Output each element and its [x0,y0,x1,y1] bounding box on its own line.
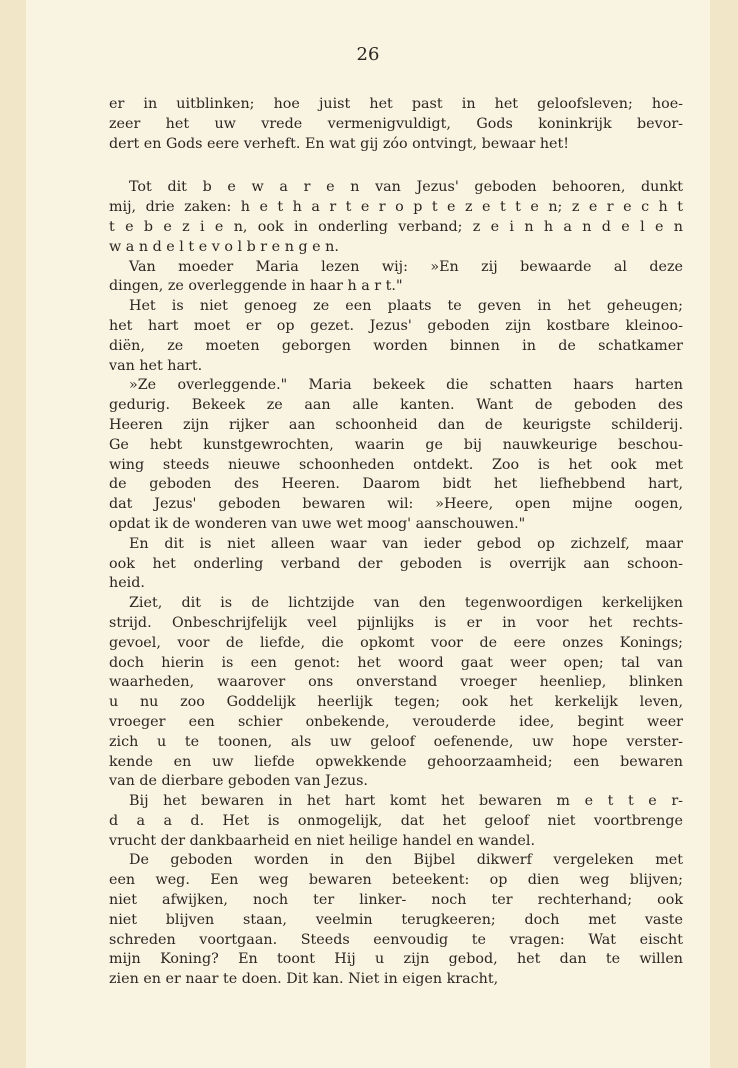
book-page [26,0,710,1068]
text-line: De geboden worden in den Bijbel dikwerf vergeleken met [129,852,683,869]
text-line: van de dierbare geboden van Jezus. [109,773,368,790]
text-line: gedurig. Bekeek ze aan alle kanten. Want de geboden des [109,397,683,414]
text-line: kende en uw liefde opwekkende gehoorzaamheid; een bewaren [109,753,683,770]
text-line: doch hierin is een genot: het woord gaat weer open; tal van [109,654,683,671]
text-line: niet afwijken, noch ter linker- noch ter rechterhand; ook [109,892,683,909]
text-line: zich u te toonen, als uw geloof oefenende, uw hope verster- [109,733,683,750]
text-line: vroeger een schier onbekende, verouderde idee, begint weer [109,713,683,730]
text-line: wing steeds nieuwe schoonheden ontdekt. Zoo is het ook met [109,456,683,473]
text-line: gevoel, voor de liefde, die opkomt voor de eere onzes Konings; [109,634,683,651]
text-line: Ge hebt kunstgewrochten, waarin ge bij nauwkeurige beschou- [109,436,683,453]
paragraph [109,258,683,298]
text-line: heid. [109,575,145,592]
paragraph [109,95,683,154]
text-line: t e b e z i e n, ook in onderling verband; z e i n h a n d e l e n [109,218,683,235]
text-line: een weg. Een weg bewaren beteekent: op dien weg blijven; [109,872,683,889]
text-line: dat Jezus' geboden bewaren wil: »Heere, open mijne oogen, [109,496,683,513]
text-line: Het is niet genoeg ze een plaats te geven in het geheugen; [129,298,683,315]
text-line: ook het onderling verband der geboden is overrijk aan schoon- [109,555,683,572]
paragraph [109,535,683,594]
text-line: Tot dit b e w a r e n van Jezus' geboden behooren, dunkt [129,179,683,196]
text-line: van het hart. [109,357,203,374]
paragraph [109,594,683,792]
text-line: dingen, ze overleggende in haar h a r t." [109,278,403,295]
text-line: Bij het bewaren in het hart komt het bewaren m e t t e r- [129,793,683,810]
paragraph [109,178,683,257]
text-line: diën, ze moeten geborgen worden binnen in de schatkamer [109,337,683,354]
text-line: waarheden, waarover ons onverstand vroeger heenliep, blinken [109,674,683,691]
text-line: d a a d. Het is onmogelijk, dat het geloof niet voortbrenge [109,812,683,829]
text-line: opdat ik de wonderen van uwe wet moog' aanschouwen." [109,515,526,532]
paragraph [109,376,683,534]
paragraph [109,297,683,376]
text-line: Ziet, dit is de lichtzijde van den tegenwoordigen kerkelijken [129,595,683,612]
text-line: zeer het uw vrede vermenigvuldigt, Gods koninkrijk bevor- [109,115,683,132]
body-text [109,95,683,990]
text-line: w a n d e l t e v o l b r e n g e n. [109,238,339,255]
text-line: niet blijven staan, veelmin terugkeeren; doch met vaste [109,911,683,928]
text-line: »Ze overleggende." Maria bekeek die schatten haars harten [129,377,683,394]
text-line: mij, drie zaken: h e t h a r t e r o p t e z e t t e n; z e r e c h t [109,199,683,216]
text-line: zien en er naar te doen. Dit kan. Niet in eigen kracht, [109,971,499,988]
paragraph [109,792,683,851]
text-line: Van moeder Maria lezen wij: »En zij bewaarde al deze [129,258,683,275]
text-line: mijn Koning? En toont Hij u zijn gebod, het dan te willen [109,951,683,968]
text-line: de geboden des Heeren. Daarom bidt het liefhebbend hart, [109,476,683,493]
text-line: schreden voortgaan. Steeds eenvoudig te vragen: Wat eischt [109,931,683,948]
text-line: u nu zoo Goddelijk heerlijk tegen; ook het kerkelijk leven, [109,694,683,711]
text-line: strijd. Onbeschrijfelijk veel pijnlijks is er in voor het rechts- [109,614,683,631]
text-line: vrucht der dankbaarheid en niet heilige handel en wandel. [109,832,536,849]
section-gap [109,154,683,178]
text-line: dert en Gods eere verheft. En wat gij zóo ontvingt, bewaar het! [109,135,570,152]
text-line: het hart moet er op gezet. Jezus' geboden zijn kostbare kleinoo- [109,317,683,334]
page-number: 26 [356,44,380,65]
text-line: er in uitblinken; hoe juist het past in het geloofsleven; hoe- [109,96,683,112]
text-line: En dit is niet alleen waar van ieder gebod op zichzelf, maar [129,535,683,552]
paragraph [109,851,683,990]
text-line: Heeren zijn rijker aan schoonheid dan de keurigste schilderij. [109,416,683,433]
